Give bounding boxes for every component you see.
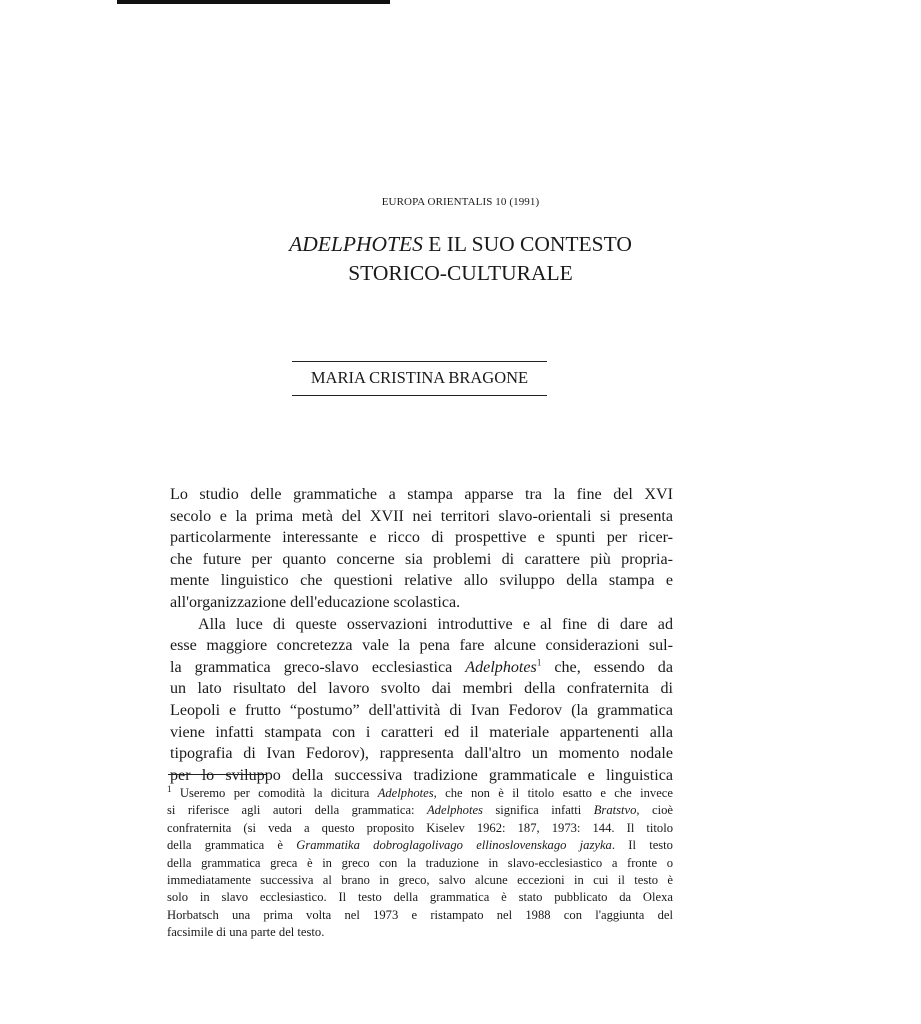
text-line: per lo sviluppo della successiva tradizione grammaticale e linguistica xyxy=(170,766,673,784)
paragraph-2 xyxy=(170,614,673,787)
text-line: viene infatti stampata con i caratteri ed il materiale appartenenti alla xyxy=(170,723,673,741)
text-line: mente linguistico che questioni relative allo sviluppo della stampa e xyxy=(170,572,673,590)
footnote-line: solo in slavo ecclesiastico. Il testo della grammatica è stato pubblicato da Olexa xyxy=(167,890,673,905)
footnote-marker: 1 xyxy=(167,783,172,794)
italic-term: Adelphotes xyxy=(465,658,537,676)
scan-edge-bar xyxy=(117,0,390,4)
footnote-line: della grammatica greca è in greco con la traduzione in slavo-ecclesiastico a fronte o xyxy=(167,855,673,870)
text-line: tipografia di Ivan Fedorov), rappresenta dall'altro un momento nodale xyxy=(170,745,673,763)
text-segment: si riferisce agli autori della grammatica: xyxy=(167,803,427,818)
text-segment: che, essendo da xyxy=(541,658,673,676)
footnote-line: Horbatsch una prima volta nel 1973 e ristampato nel 1988 con l'aggiunta del xyxy=(167,907,673,922)
title-line-1-rest: E IL SUO CONTESTO xyxy=(422,232,632,256)
text-segment: della grammatica è xyxy=(167,838,297,853)
author-name: MARIA CRISTINA BRAGONE xyxy=(310,368,529,387)
paragraph-1 xyxy=(170,484,673,614)
footnote-line: confraternita (si veda a questo proposito Kiselev 1962: 187, 1973: 144. Il titolo xyxy=(167,820,673,835)
journal-header: EUROPA ORIENTALIS 10 (1991) xyxy=(381,196,540,208)
text-line xyxy=(170,657,673,679)
italic-term: Grammatika dobroglagolivago ellinoslovenskago jazyka xyxy=(296,838,612,853)
footnote-line: facsimile di una parte del testo. xyxy=(167,925,325,940)
text-line: esse maggiore concretezza vale la pena fare alcune considerazioni sul- xyxy=(170,637,673,655)
title-line-1 xyxy=(0,230,921,259)
body-text xyxy=(170,484,673,786)
footnote-line xyxy=(167,837,673,854)
author-block xyxy=(292,361,547,396)
footnote-1 xyxy=(167,785,673,942)
text-line: un lato risultato del lavoro svolto dai membri della confraternita di xyxy=(170,680,673,698)
text-line: Alla luce di queste osservazioni introduttive e al fine di dare ad xyxy=(198,615,673,633)
text-line: Leopoli e frutto “postumo” dell'attività di Ivan Fedorov (la grammatica xyxy=(170,701,673,719)
text-segment: Useremo per comodità la dicitura xyxy=(171,786,378,800)
text-line: particolarmente interessante e ricco di prospettive e spunti per ricer- xyxy=(170,529,673,547)
text-segment: significa infatti xyxy=(482,803,594,818)
italic-term: Adelphotes xyxy=(426,803,483,818)
footnote-rule xyxy=(168,774,266,775)
text-line: secolo e la prima metà del XVII nei territori slavo-orientali si presenta xyxy=(170,507,673,525)
title-line-2: STORICO-CULTURALE xyxy=(348,261,573,285)
text-line: all'organizzazione dell'educazione scolastica. xyxy=(170,593,461,611)
text-segment: la grammatica greco-slavo ecclesiastica xyxy=(170,658,466,676)
footnote-line xyxy=(167,785,673,802)
footnote-line: immediatamente successiva al brano in greco, salvo alcune eccezioni in cui il testo è xyxy=(167,873,673,888)
italic-term: Adelphotes xyxy=(377,786,434,800)
text-segment: , che non è il titolo esatto e che invece xyxy=(433,786,673,800)
footnote-ref[interactable]: 1 xyxy=(536,657,542,668)
italic-term: Bratstvo xyxy=(593,803,637,818)
text-line: Lo studio delle grammatiche a stampa apparse tra la fine del XVI xyxy=(170,486,673,503)
title-italic: ADELPHOTES xyxy=(289,232,423,256)
text-segment: . Il testo xyxy=(611,838,673,853)
footnote-line xyxy=(167,802,673,819)
article-title xyxy=(0,230,921,288)
text-line: che future per quanto concerne sia problemi di carattere più propria- xyxy=(170,550,673,568)
text-segment: , cioè xyxy=(636,803,673,818)
